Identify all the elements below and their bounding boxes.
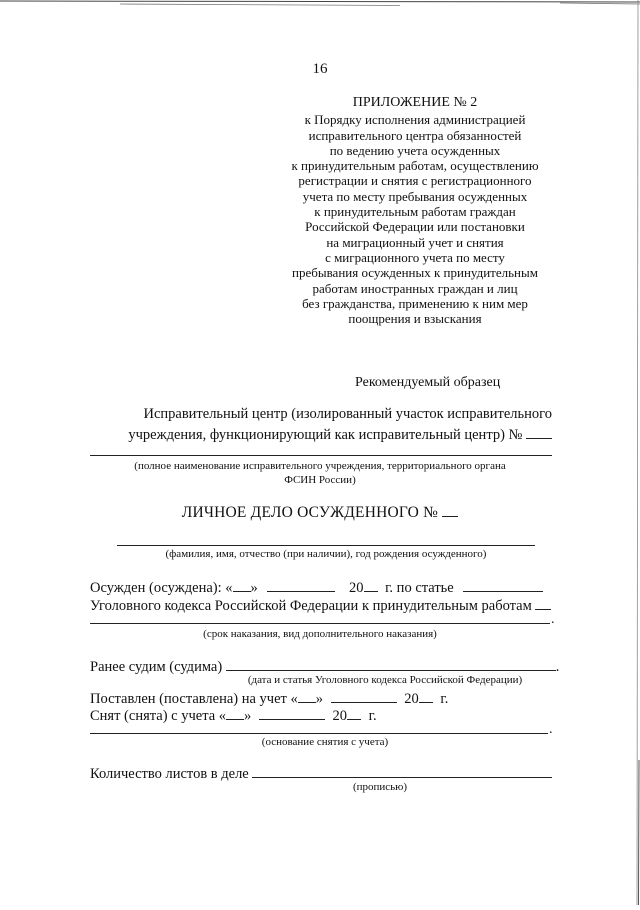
appendix-line: к принудительным работам граждан	[314, 204, 516, 220]
sentence-period: .	[551, 612, 555, 627]
sheets-caption: (прописью)	[352, 781, 408, 793]
removal-period: .	[549, 722, 553, 737]
org-line-2-text: учреждения, функционирующий как исправительный центр) №	[128, 427, 523, 443]
previous-caption: (дата и статья Уголовного кодекса Российской Федерации)	[247, 674, 523, 686]
removed-prefix: Снят (снята) с учета «	[90, 708, 227, 724]
registered-year-field[interactable]	[419, 688, 433, 703]
fio-field[interactable]	[117, 545, 535, 546]
convicted-year-field[interactable]	[364, 577, 378, 592]
removed-suffix: г.	[368, 708, 377, 724]
org-block	[90, 405, 552, 445]
sheets-label: Количество листов в деле	[90, 766, 249, 782]
appendix-line: к Порядку исполнения администрацией	[304, 112, 526, 128]
org-caption-line-1: (полное наименование исправительного учреждения, территориального органа	[134, 460, 506, 472]
previous-period: .	[555, 659, 560, 675]
previous-label: Ранее судим (судима)	[90, 659, 223, 675]
previous-conviction-field[interactable]	[226, 656, 556, 671]
appendix-line: по ведению учета осужденных	[329, 142, 501, 158]
appendix-line: работам иностранных граждан и лиц	[312, 280, 518, 296]
sentence-caption: (срок наказания, вид дополнительного наказания)	[203, 628, 437, 640]
org-line-2	[90, 424, 552, 445]
scan-right-edge	[634, 0, 640, 905]
org-number-field[interactable]	[526, 424, 552, 439]
removed-day-field[interactable]	[226, 705, 244, 720]
page-number: 16	[312, 61, 328, 77]
appendix-title: ПРИЛОЖЕНИЕ № 2	[352, 95, 478, 110]
appendix-line: на миграционный учет и снятия	[326, 234, 504, 250]
convicted-month-field[interactable]	[267, 577, 335, 592]
removal-reason-field[interactable]	[90, 733, 548, 734]
scan-top-edge	[0, 0, 640, 14]
fio-caption: (фамилия, имя, отчество (при наличии), год рождения осужденного)	[165, 548, 487, 560]
removed-year-prefix: 20	[332, 708, 348, 724]
appendix-line: Российской Федерации или постановки	[305, 219, 525, 235]
appendix-line: исправительного центра обязанностей	[308, 127, 522, 143]
appendix-line: учета по месту пребывания осужденных	[302, 188, 528, 204]
convicted-line-2-text: Уголовного кодекса Российской Федерации к принудительным работам	[90, 598, 532, 614]
file-heading	[0, 502, 640, 522]
file-number-field[interactable]	[442, 502, 458, 517]
convicted-line-2	[90, 595, 551, 615]
registered-year-prefix: 20	[404, 691, 419, 707]
removal-caption: (основание снятия с учета)	[261, 736, 389, 748]
appendix-block	[250, 95, 580, 326]
convicted-prefix: Осужден (осуждена): «	[90, 580, 233, 596]
convicted-year-prefix: 20	[349, 580, 364, 596]
convicted-article-field[interactable]	[463, 577, 543, 592]
registered-close-quote: »	[315, 691, 324, 707]
registered-month-field[interactable]	[331, 688, 397, 703]
registered-day-field[interactable]	[298, 688, 316, 703]
appendix-line: без гражданства, применению к ним мер	[302, 295, 528, 311]
sentence-field[interactable]	[90, 623, 550, 624]
forced-labor-field[interactable]	[535, 595, 551, 610]
appendix-line: к принудительным работам, осуществлению	[291, 158, 539, 174]
appendix-line: пребывания осужденных к принудительным	[292, 265, 538, 281]
sheets-count-field[interactable]	[252, 763, 552, 778]
appendix-line: с миграционного учета по месту	[325, 249, 505, 265]
appendix-line: поощрения и взыскания	[348, 311, 482, 327]
convicted-suffix: г. по статье	[385, 580, 454, 596]
removed-line	[90, 705, 377, 725]
removed-close-quote: »	[244, 708, 252, 724]
org-line-1: Исправительный центр (изолированный участок исправительного	[143, 406, 552, 422]
convicted-line	[90, 577, 543, 597]
registered-suffix: г.	[440, 691, 449, 707]
removed-year-field[interactable]	[347, 705, 361, 720]
org-caption	[105, 459, 535, 487]
appendix-line: регистрации и снятия с регистрационного	[298, 173, 532, 189]
org-name-field[interactable]	[90, 455, 552, 456]
convicted-day-field[interactable]	[233, 577, 251, 592]
recommended-sample-label: Рекомендуемый образец	[355, 375, 501, 390]
convicted-close-quote: »	[250, 580, 258, 596]
org-caption-line-2: ФСИН России)	[284, 474, 356, 486]
registered-prefix: Поставлен (поставлена) на учет «	[90, 691, 298, 707]
removed-month-field[interactable]	[259, 705, 325, 720]
file-heading-text: ЛИЧНОЕ ДЕЛО ОСУЖДЕННОГО №	[181, 504, 439, 521]
